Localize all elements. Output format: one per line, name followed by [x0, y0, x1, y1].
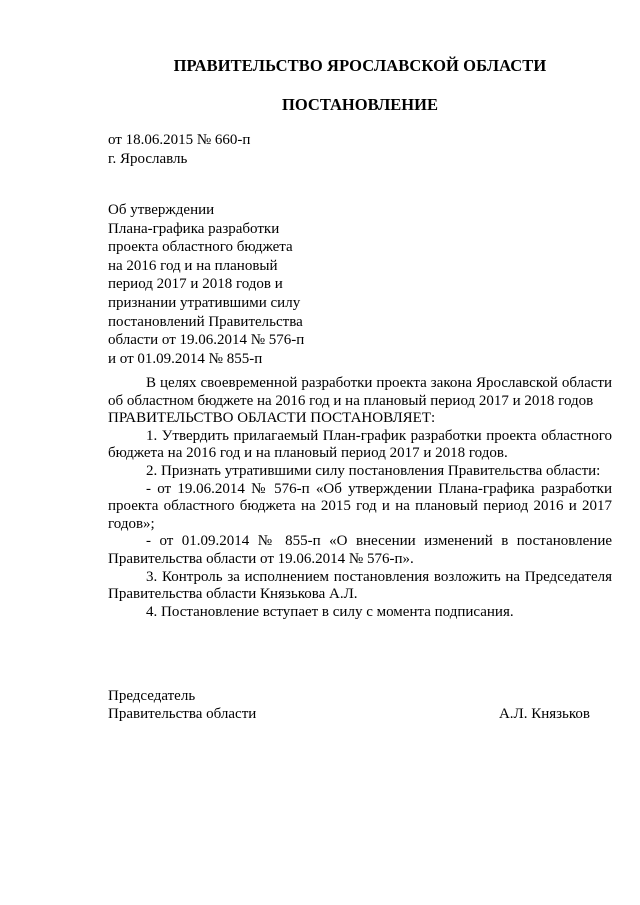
- item-1-paragraph: 1. Утвердить прилагаемый План-график разработки проекта областного бюджета на 2016 год и на плановый период 2017 и 2018 годов.: [108, 427, 612, 462]
- item-3-paragraph: 3. Контроль за исполнением постановления возложить на Председателя Правительства области Князькова А.Л.: [108, 568, 612, 603]
- subject-line: постановлений Правительства: [108, 313, 303, 330]
- document-type-title: ПОСТАНОВЛЕНИЕ: [282, 95, 438, 114]
- subject-line: признании утратившими силу: [108, 294, 301, 311]
- subject-line: Об утверждении: [108, 202, 215, 218]
- signatory-title-line-2: Правительства области: [108, 706, 257, 722]
- document-meta: [108, 131, 250, 169]
- subject-line: области от 19.06.2014 № 576-п: [108, 332, 305, 349]
- signature-row: [108, 705, 590, 723]
- item-2-subitem-2: - от 01.09.2014 № 855-п «О внесении изменений в постановление Правительства области от 19.06.2014 № 576-п».: [108, 533, 612, 567]
- government-title: ПРАВИТЕЛЬСТВО ЯРОСЛАВСКОЙ ОБЛАСТИ: [173, 56, 547, 75]
- signature-block: [108, 687, 590, 723]
- signatory-title-line-1: Председатель: [108, 688, 196, 704]
- subject-line: Плана-графика разработки: [108, 220, 280, 237]
- document-subject: [108, 201, 304, 368]
- item-2-subitem-1: - от 19.06.2014 № 576-п «Об утверждении Плана-графика разработки проекта областного бюджета на 2015 год и на плановый период 2016 и 2017 годов»;: [108, 480, 612, 532]
- item-4-paragraph: 4. Постановление вступает в силу с момента подписания.: [146, 603, 514, 620]
- preamble-paragraph: В целях своевременной разработки проекта закона Ярославской области об областном бюджете на 2016 год и на плановый период 2017 и 2018 годов: [108, 375, 612, 409]
- subject-line: на 2016 год и на плановый: [108, 257, 278, 274]
- document-date-number: от 18.06.2015 № 660-п: [108, 132, 251, 148]
- document-body: [108, 375, 612, 621]
- item-2-paragraph: 2. Признать утратившими силу постановления Правительства области:: [146, 462, 601, 479]
- subject-line: период 2017 и 2018 годов и: [108, 276, 283, 293]
- resolves-heading: ПРАВИТЕЛЬСТВО ОБЛАСТИ ПОСТАНОВЛЯЕТ:: [108, 410, 436, 427]
- subject-line: проекта областного бюджета: [108, 239, 293, 256]
- subject-line: и от 01.09.2014 № 855-п: [108, 350, 263, 367]
- document-city: г. Ярославль: [108, 151, 188, 167]
- signatory-name: А.Л. Князьков: [498, 706, 590, 722]
